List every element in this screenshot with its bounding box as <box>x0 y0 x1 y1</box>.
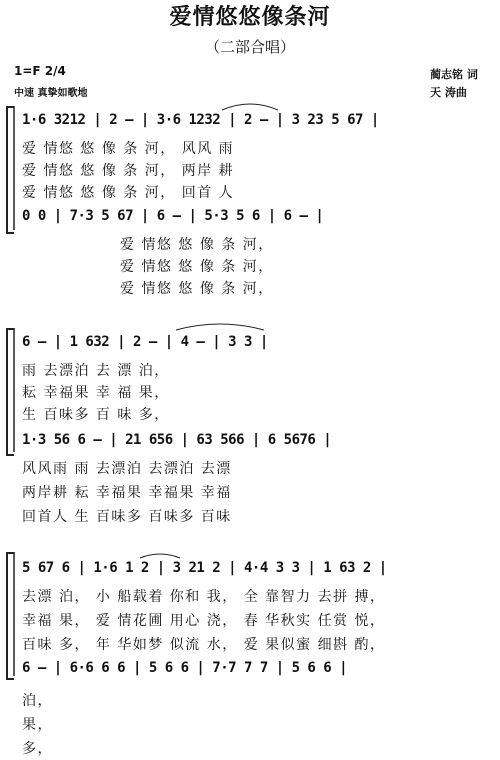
upper-lyrics-1-1: 爱 情悠 悠 像 条 河， 风风 雨 <box>22 141 235 157</box>
lower-lyrics-1-2: 爱 情悠 悠 像 条 河， <box>120 259 274 275</box>
lower-lyrics-3-2: 果， <box>22 717 53 733</box>
tie-arc <box>176 324 264 330</box>
lower-lyrics-2-2: 两岸耕 耘 幸福果 幸福果 幸福 <box>22 485 232 501</box>
lower-notes-3: 6 – | 6·6 6 6 | 5 6 6 | 7·7 7 7 | 5 6 6 | <box>22 660 348 676</box>
lower-lyrics-3-1: 泊， <box>22 693 53 709</box>
upper-lyrics-2-3: 生 百味多 百 味 多， <box>22 407 170 423</box>
lower-lyrics-1-3: 爱 情悠 悠 像 条 河， <box>120 281 274 297</box>
tie-arc <box>222 104 278 110</box>
upper-notes-3: 5 67 6 | 1·6 1 2 | 3 21 2 | 4·4 3 3 | 1 63 2 | <box>22 560 387 576</box>
lower-notes-2: 1·3 56 6 – | 21 656 | 63 566 | 6 5676 | <box>22 432 332 448</box>
lower-lyrics-2-3: 回首人 生 百味多 百味多 百味 <box>22 509 232 525</box>
lower-lyrics-1-1: 爱 情悠 悠 像 条 河， <box>120 237 274 253</box>
upper-lyrics-3-3: 百味 多， 年 华如梦 似流 水， 爱 果似蜜 细斟 酌， <box>22 637 386 653</box>
upper-lyrics-2-1: 雨 去漂泊 去 漂 泊， <box>22 363 170 379</box>
upper-lyrics-1-3: 爱 情悠 悠 像 条 河， 回首 人 <box>22 185 235 201</box>
song-title: 爱情悠悠像条河 <box>169 5 331 30</box>
upper-lyrics-3-2: 幸福 果， 爱 情花圃 用心 浇， 春 华秋实 任赏 悦， <box>22 613 386 629</box>
song-subtitle: （二部合唱） <box>204 38 295 56</box>
upper-notes-2: 6 – | 1 632 | 2 – | 4 – | 3 3 | <box>22 334 268 350</box>
upper-lyrics-2-2: 耘 幸福果 幸 福 果， <box>22 385 170 401</box>
lower-lyrics-2-1: 风风雨 雨 去漂泊 去漂泊 去漂 <box>22 461 232 477</box>
upper-lyrics-3-1: 去漂 泊， 小 船载着 你和 我， 全 靠智力 去拼 搏， <box>22 589 386 605</box>
composer-credit: 天 涛曲 <box>430 86 467 99</box>
lower-lyrics-3-3: 多， <box>22 741 53 757</box>
upper-lyrics-1-2: 爱 情悠 悠 像 条 河， 两岸 耕 <box>22 163 235 179</box>
tie-arc <box>140 554 180 558</box>
tempo-marking: 中速 真挚如歌地 <box>14 88 88 99</box>
upper-notes-1: 1·6 3212 | 2 – | 3·6 1232 | 2 – | 3 23 5 67 | <box>22 112 379 128</box>
lyricist-credit: 蔺志铭 词 <box>430 68 478 81</box>
key-signature: 1=F 2/4 <box>14 64 66 78</box>
lower-notes-1: 0 0 | 7·3 5 67 | 6 – | 5·3 5 6 | 6 – | <box>22 208 324 224</box>
